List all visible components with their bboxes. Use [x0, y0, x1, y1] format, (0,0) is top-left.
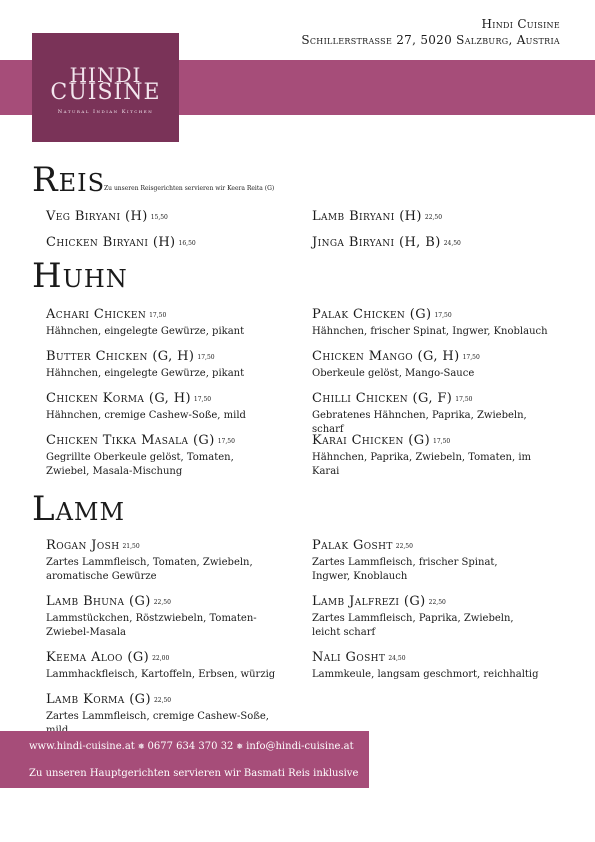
item-description: Zartes Lammfleisch, Tomaten, Zwiebeln, aromatische Gewürze: [46, 557, 253, 582]
menu-item: [46, 307, 291, 339]
website-link[interactable]: www.hindi-cuisine.at: [29, 741, 135, 752]
item-price: 17,50: [193, 396, 212, 403]
header-address: Schillerstrasse 27, 5020 Salzburg, Austria: [301, 33, 560, 47]
item-price: 24,50: [388, 655, 406, 662]
item-price: 22,00: [152, 655, 170, 662]
item-description: Hähnchen, eingelegte Gewürze, pikant: [46, 326, 245, 337]
item-price: 22,50: [153, 599, 171, 606]
logo-line-2: CUISINE: [50, 80, 161, 105]
item-name: Lamb Biryani (H): [312, 209, 422, 224]
item-description: Lammstückchen, Röstzwiebeln, Tomaten-Zwiebel-Masala: [46, 613, 257, 638]
item-name: Nali Gosht: [312, 650, 386, 665]
item-description: Zartes Lammfleisch, frischer Spinat, Ingwer, Knoblauch: [312, 557, 498, 582]
item-name: Palak Gosht: [312, 538, 393, 553]
phone-number[interactable]: 0677 634 370 32: [147, 741, 234, 752]
logo-line-1: HINDI: [69, 63, 142, 87]
footer-note: Zu unseren Hauptgerichten servieren wir Basmati Reis inklusive: [29, 768, 359, 779]
menu-item: [312, 391, 557, 437]
menu-item: [312, 307, 557, 339]
item-description: Lammhackfleisch, Kartoffeln, Erbsen, würzig: [46, 669, 276, 680]
logo-tagline: Natural Indian Kitchen: [57, 109, 154, 115]
menu-item: [46, 433, 276, 479]
item-description: Zartes Lammfleisch, cremige Cashew-Soße,: [46, 711, 269, 722]
item-name: Palak Chicken (G): [312, 307, 432, 322]
item-name: Lamb Bhuna (G): [46, 594, 151, 609]
item-description: Gebratenes Hähnchen, Paprika, Zwiebeln, scharf: [312, 410, 527, 435]
snowflake-icon: ❅: [236, 742, 244, 751]
section-title-lamm: Lamm: [32, 489, 126, 529]
item-name: Rogan Josh: [46, 538, 120, 553]
header-restaurant-name: Hindi Cuisine: [481, 17, 560, 31]
logo: [32, 33, 179, 142]
section-note-reis: Zu unseren Reisgerichten servieren wir Keera Reita (G): [104, 185, 275, 192]
item-price: 15,50: [150, 214, 168, 221]
item-description: Hähnchen, eingelegte Gewürze, pikant: [46, 368, 245, 379]
menu-item: [312, 650, 557, 682]
item-description: Gegrillte Oberkeule gelöst, Tomaten, Zwiebel, Masala-Mischung: [46, 452, 234, 477]
menu-item: [46, 235, 291, 252]
item-name: Karai Chicken (G): [312, 433, 431, 448]
item-price: 24,50: [443, 240, 461, 247]
item-name: Achari Chicken: [46, 307, 147, 322]
item-name: Lamb Korma (G): [46, 692, 151, 707]
item-price: 22,50: [424, 214, 443, 221]
menu-item: [46, 650, 291, 682]
item-price: 17,50: [462, 354, 480, 361]
item-price: 17,50: [434, 312, 452, 319]
menu-item: [312, 433, 557, 479]
item-name: Chicken Tikka Masala (G): [46, 433, 215, 448]
item-price: 17,50: [433, 438, 451, 445]
menu-item: [46, 594, 291, 640]
item-description: Lammkeule, langsam geschmort, reichhaltig: [312, 669, 539, 680]
section-title-reis: Reis: [32, 160, 106, 200]
item-price: 17,50: [149, 312, 167, 319]
item-name: Veg Biryani (H): [46, 209, 148, 224]
item-name: Chilli Chicken (G, F): [312, 391, 453, 406]
item-name: Lamb Jalfrezi (G): [312, 594, 426, 609]
menu-item: [46, 349, 291, 381]
item-price: 17,50: [455, 396, 473, 403]
item-name: Jinga Biryani (H, B): [312, 235, 441, 250]
item-price: 22,50: [428, 599, 446, 606]
menu-item: [312, 349, 557, 381]
item-price: 21,50: [122, 543, 140, 550]
menu-item: [312, 235, 557, 252]
item-price: 17,50: [197, 354, 215, 361]
section-title-huhn: Huhn: [32, 256, 128, 296]
snowflake-icon: ❅: [137, 742, 145, 751]
item-description: Hähnchen, Paprika, Zwiebeln, Tomaten, im Karai: [312, 452, 532, 477]
footer-contact-line: [29, 741, 354, 752]
item-price: 17,50: [217, 438, 235, 445]
item-name: Keema Aloo (G): [46, 650, 150, 665]
item-name: Butter Chicken (G, H): [46, 349, 195, 364]
item-name: Chicken Biryani (H): [46, 235, 176, 250]
menu-item: [46, 209, 291, 226]
item-name: Chicken Mango (G, H): [312, 349, 460, 364]
item-price: 22,50: [395, 543, 413, 550]
email-link[interactable]: info@hindi-cuisine.at: [246, 741, 354, 752]
footer-band: [0, 731, 369, 788]
item-price: 16,50: [178, 240, 196, 247]
menu-item: [46, 391, 291, 423]
item-price: 22,50: [153, 697, 172, 704]
item-description: Oberkeule gelöst, Mango-Sauce: [312, 368, 475, 379]
item-description: Hähnchen, cremige Cashew-Soße, mild: [46, 410, 246, 421]
menu-item: [312, 538, 537, 584]
menu-item: [312, 209, 557, 226]
item-name: Chicken Korma (G, H): [46, 391, 191, 406]
item-description: Zartes Lammfleisch, Paprika, Zwiebeln, leicht scharf: [312, 613, 514, 638]
menu-item: [312, 594, 537, 640]
item-description: Hähnchen, frischer Spinat, Ingwer, Knoblauch: [312, 326, 548, 337]
menu-item: [46, 538, 271, 584]
